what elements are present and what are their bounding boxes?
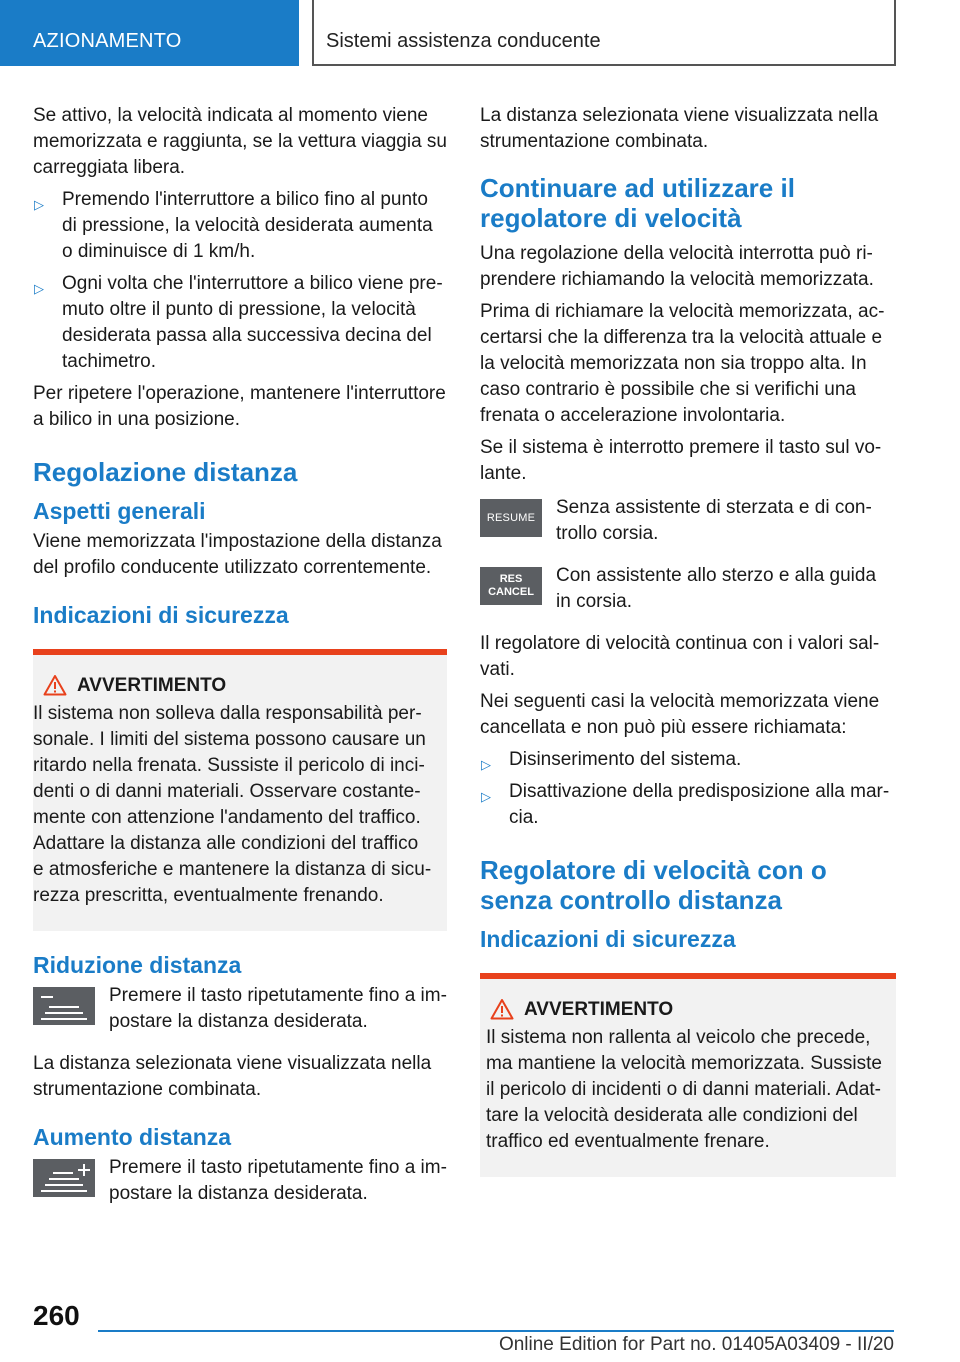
reduce-distance-text: Premere il tasto ripetutamente fino a im‐postare la distanza desiderata. — [109, 985, 447, 1032]
paragraph: Una regolazione della velocità interrotta può ri‐prendere richiamando la velocità memorizzata. — [480, 243, 874, 290]
warning-box — [33, 649, 447, 931]
reduce-distance-button-icon — [33, 987, 95, 1025]
paragraph: Il regolatore di velocità continua con i valori sal‐vati. — [480, 633, 880, 680]
paragraph: Prima di richiamare la velocità memorizzata, ac‐certarsi che la differenza tra la velocità attuale e la velocità memorizzata non sia troppo alta. In caso contrario è possibile che si verifichi una frenata o accelerazione involontaria. — [480, 301, 885, 426]
heading-safety: Indicazioni di sicurezza — [480, 926, 736, 952]
warning-title: AVVERTIMENTO — [480, 997, 882, 1023]
heading-safety: Indicazioni di sicurezza — [33, 602, 289, 628]
list-item-text: Premendo l'interruttore a bilico fino al punto di pressione, la velocità desiderata aumenta o diminuisce di 1 km/h. — [62, 189, 433, 262]
res-cancel-row — [480, 563, 896, 619]
list-item — [480, 747, 896, 773]
edition-info: Online Edition for Part no. 01405A03409 - II/20 — [498, 1334, 894, 1355]
right-column — [480, 103, 896, 1191]
warning-title: AVVERTIMENTO — [33, 673, 433, 699]
warning-triangle-icon — [43, 674, 67, 696]
paragraph: Nei seguenti casi la velocità memorizzata viene cancellata e non può più essere richiamata: — [480, 691, 880, 738]
warning-body: Il sistema non solleva dalla responsabilità per‐sonale. I limiti del sistema possono causare un ritardo nella frenata. Sussiste il pericolo di inci‐denti o di danni materiali. Osservare costante‐mente con attenzione l'andamento del traffico. Adattare la distanza alle condizioni del traffico e atmosferiche e mantenere la distanza di sicu‐rezza prescritta, eventualmente frenando. — [33, 703, 432, 906]
heading-increase: Aumento distanza — [33, 1124, 232, 1150]
increase-distance-text: Premere il tasto ripetutamente fino a im‐postare la distanza desiderata. — [109, 1157, 447, 1204]
heading-reduce: Riduzione distanza — [33, 952, 242, 978]
increase-distance-row — [33, 1155, 447, 1211]
heading-general: Aspetti generali — [33, 498, 206, 524]
bullet-triangle-icon: ▷ — [481, 757, 491, 772]
left-column — [33, 103, 447, 1223]
bullet-triangle-icon: ▷ — [34, 197, 44, 212]
list-item-text: Disinserimento del sistema. — [509, 749, 742, 770]
page-number: 260 — [33, 1300, 80, 1331]
heading-distance: Regolazione distanza — [33, 457, 298, 487]
paragraph: Se il sistema è interrotto premere il tasto sul vo‐lante. — [480, 437, 882, 484]
section-title: AZIONAMENTO — [33, 30, 182, 52]
chapter-title: Sistemi assistenza conducente — [326, 30, 601, 52]
paragraph: La distanza selezionata viene visualizzata nella strumentazione combinata. — [33, 1053, 432, 1100]
paragraph: Per ripetere l'operazione, mantenere l'interruttore a bilico in una posizione. — [33, 383, 446, 430]
warning-body: Il sistema non rallenta al veicolo che precede, ma mantiene la velocità memorizzata. Sussiste il pericolo di incidenti o di danni materiali. Adat‐tare la velocità desiderata alle condizioni del traffico ed eventualmente frenare. — [486, 1027, 882, 1152]
res-cancel-text: Con assistente allo sterzo e alla guida in corsia. — [556, 565, 877, 612]
list-item — [33, 187, 447, 265]
paragraph: Se attivo, la velocità indicata al momento viene memorizzata e raggiunta, se la vettura viaggia su carreggiata libera. — [33, 105, 447, 178]
heading-continue: Continuare ad utilizzare il regolatore di velocità — [480, 173, 795, 233]
page-header — [0, 0, 960, 66]
bullet-triangle-icon: ▷ — [34, 281, 44, 296]
chapter-tab — [312, 0, 896, 66]
resume-button-icon: RESUME — [480, 499, 542, 537]
section-tab — [0, 0, 299, 66]
increase-distance-button-icon — [33, 1159, 95, 1197]
bullet-triangle-icon: ▷ — [481, 789, 491, 804]
paragraph: La distanza selezionata viene visualizzata nella strumentazione combinata. — [480, 105, 879, 152]
list-item-text: Disattivazione della predisposizione alla mar‐cia. — [509, 781, 890, 828]
warning-box — [480, 973, 896, 1177]
footer-divider — [98, 1330, 894, 1332]
heading-cruise-control: Regolatore di velocità con o senza controllo distanza — [480, 855, 827, 915]
paragraph: Viene memorizzata l'impostazione della distanza del profilo conducente utilizzato correntemente. — [33, 531, 442, 578]
list-item — [480, 779, 896, 831]
resume-row — [480, 495, 896, 551]
list-item — [33, 271, 447, 375]
list-item-text: Ogni volta che l'interruttore a bilico viene pre‐muto oltre il punto di pressione, la velocità desiderata passa alla successiva decina del tachimetro. — [62, 273, 443, 372]
warning-triangle-icon — [490, 998, 514, 1020]
resume-text: Senza assistente di sterzata e di con‐trollo corsia. — [556, 497, 872, 544]
res-cancel-button-icon: RES CANCEL — [480, 567, 542, 605]
reduce-distance-row — [33, 983, 447, 1039]
